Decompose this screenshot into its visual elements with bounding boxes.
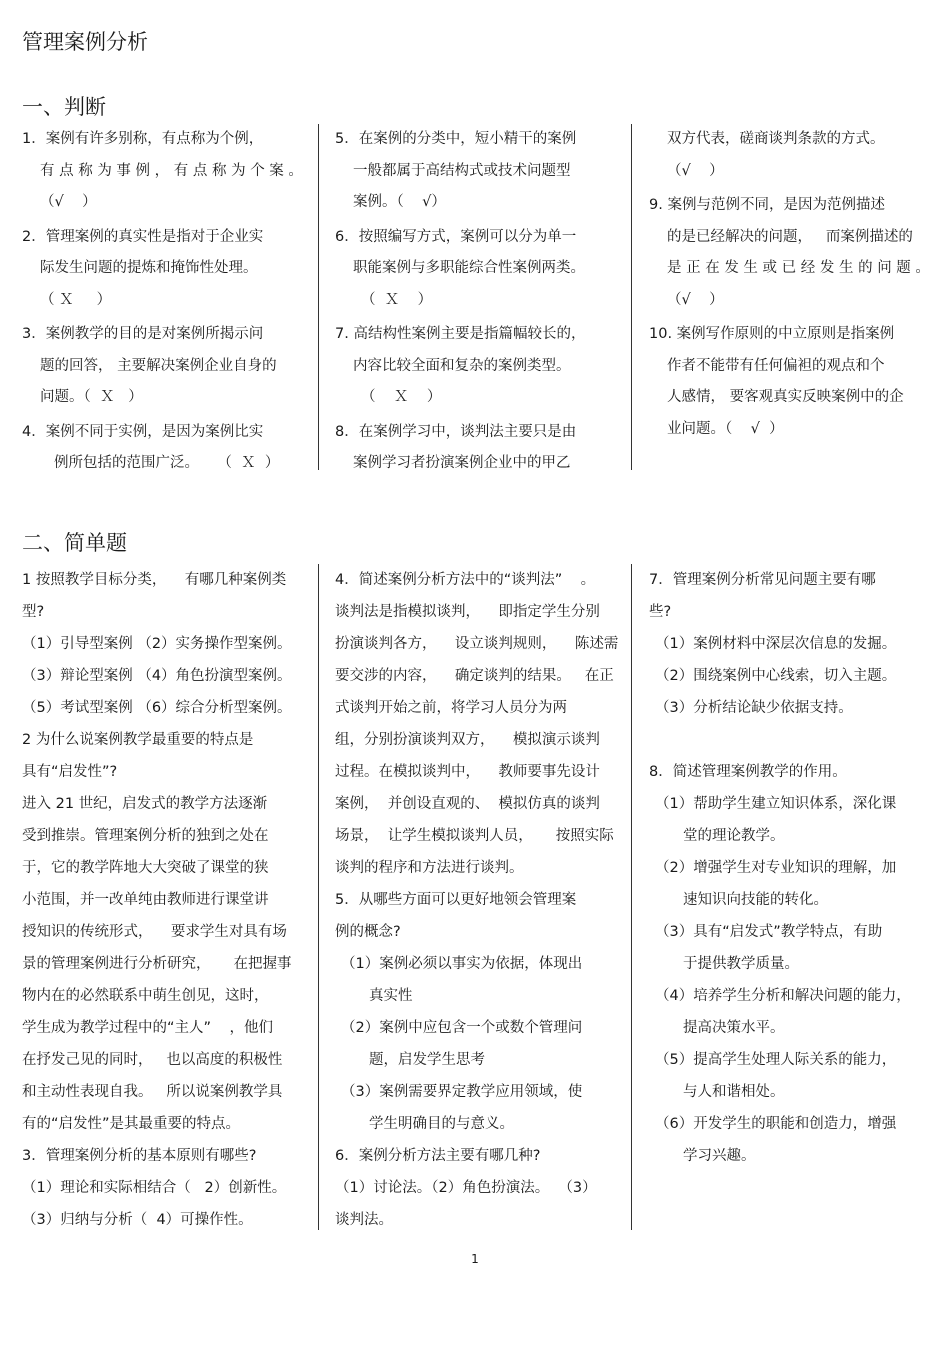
- column-divider: [631, 124, 632, 470]
- text-line: 3．案例教学的目的是对案例所揭示问: [22, 326, 264, 342]
- text-line: 3．管理案例分析的基本原则有哪些?: [22, 1148, 257, 1164]
- text-line: 与人和谐相处。: [683, 1084, 785, 1100]
- text-line: 些?: [649, 604, 672, 620]
- text-line: 是 正 在 发 生 或 已 经 发 生 的 问 题 。: [667, 260, 930, 276]
- text-line: 受到推崇。管理案例分析的独到之处在: [22, 828, 269, 844]
- text-line: 扮演谈判各方， 设立谈判规则， 陈述需: [335, 636, 619, 652]
- short-answer-column-1: [22, 564, 312, 1236]
- text-line: （1）引导型案例 （2）实务操作型案例。: [22, 636, 292, 652]
- section-heading-short-answer: 二、简单题: [22, 531, 127, 555]
- text-line: 学生明确目的与意义。: [369, 1116, 514, 1132]
- section-heading-judgment: 一、判断: [22, 95, 106, 119]
- text-line: 具有“启发性”?: [22, 764, 118, 780]
- text-line: 人感情， 要客观真实反映案例中的企: [667, 389, 904, 405]
- text-line: 7. 高结构性案例主要是指篇幅较长的，: [335, 326, 586, 342]
- text-line: 要交涉的内容， 确定谈判的结果。 在正: [335, 668, 614, 684]
- text-line: （6）开发学生的职能和创造力，增强: [655, 1116, 897, 1132]
- text-line: 场景， 让学生模拟谈判人员， 按照实际: [335, 828, 614, 844]
- text-line: （√ ）: [40, 194, 97, 210]
- text-line: （3）案例需要界定教学应用领域，使: [341, 1084, 583, 1100]
- text-line: 5．从哪些方面可以更好地领会管理案: [335, 892, 577, 908]
- column-divider: [631, 564, 632, 1230]
- text-line: 双方代表，磋商谈判条款的方式。: [667, 131, 885, 147]
- text-line: 问题。（ Ｘ ）: [40, 389, 143, 405]
- text-line: 提高决策水平。: [683, 1020, 785, 1036]
- text-line: 过程。在模拟谈判中， 教师要事先设计: [335, 764, 600, 780]
- text-line: 真实性: [369, 988, 413, 1004]
- text-line: 谈判法是指模拟谈判， 即指定学生分别: [335, 604, 600, 620]
- text-line: （2）案例中应包含一个或数个管理问: [341, 1020, 583, 1036]
- text-line: 谈判法。: [335, 1212, 393, 1228]
- judgment-column-3: [649, 124, 939, 445]
- text-line: 2 为什么说案例教学最重要的特点是: [22, 732, 254, 748]
- text-line: （1）案例必须以事实为依据，体现出: [341, 956, 583, 972]
- judgment-column-1: [22, 124, 310, 480]
- text-line: 4．案例不同于实例，是因为案例比实: [22, 423, 264, 440]
- text-line: 在抒发己见的同时， 也以高度的积极性: [22, 1052, 283, 1068]
- text-line: 于，它的教学阵地大大突破了课堂的狭: [22, 860, 269, 876]
- text-line: （2）增强学生对专业知识的理解，加: [655, 860, 897, 876]
- text-line: 7．管理案例分析常见问题主要有哪: [649, 572, 876, 588]
- text-line: （5）提高学生处理人际关系的能力，: [655, 1052, 897, 1068]
- text-line: 学习兴趣。: [683, 1148, 756, 1164]
- text-line: 案例学习者扮演案例企业中的甲乙: [353, 455, 571, 471]
- page-number: 1: [471, 1252, 479, 1266]
- text-line: （ Ｘ ）: [40, 291, 112, 308]
- text-line: （1）案例材料中深层次信息的发掘。: [655, 636, 897, 652]
- text-line: 景的管理案例进行分析研究， 在把握事: [22, 956, 292, 972]
- text-line: 有的“启发性”是其最重要的特点。: [22, 1116, 241, 1132]
- text-line: 例的概念?: [335, 924, 401, 940]
- column-divider: [318, 124, 319, 470]
- text-line: （3）辩论型案例 （4）角色扮演型案例。: [22, 668, 292, 684]
- text-line: 题的回答， 主要解决案例企业自身的: [40, 357, 277, 374]
- text-line: （3）具有“启发式”教学特点，有助: [655, 924, 883, 940]
- text-line: 学生成为教学过程中的“主人” ，他们: [22, 1020, 273, 1036]
- text-line: 有 点 称 为 事 例 ， 有 点 称 为 个 案 。: [40, 162, 303, 179]
- text-line: 速知识向技能的转化。: [683, 892, 828, 908]
- text-line: 例所包括的范围广泛。 （ Ｘ ）: [54, 455, 280, 471]
- text-line: （1）帮助学生建立知识体系，深化课: [655, 796, 897, 812]
- text-line: 案例。（ √）: [353, 194, 446, 210]
- text-line: 题，启发学生思考: [369, 1052, 485, 1068]
- text-line: （4）培养学生分析和解决问题的能力，: [655, 988, 911, 1004]
- text-line: 1．案例有许多别称，有点称为个例，: [22, 131, 264, 147]
- text-line: 际发生问题的提炼和掩饰性处理。: [40, 260, 258, 276]
- text-line: 职能案例与多职能综合性案例两类。: [353, 260, 585, 276]
- text-line: 和主动性表现自我。 所以说案例教学具: [22, 1084, 283, 1100]
- text-line: 2．管理案例的真实性是指对于企业实: [22, 228, 264, 245]
- text-line: 型?: [22, 604, 45, 620]
- text-line: 案例， 并创设直观的、 模拟仿真的谈判: [335, 796, 600, 812]
- text-line: 业问题。（ √ ）: [667, 420, 784, 437]
- judgment-column-2: [335, 124, 623, 480]
- text-line: [649, 724, 939, 756]
- text-line: 10. 案例写作原则的中立原则是指案例: [649, 326, 895, 342]
- text-line: 9. 案例与范例不同，是因为范例描述: [649, 197, 885, 213]
- text-line: 授知识的传统形式， 要求学生对具有场: [22, 924, 287, 940]
- text-line: 一般都属于高结构式或技术问题型: [353, 162, 571, 179]
- text-line: （√ ）: [667, 291, 724, 308]
- text-line: 进入 21 世纪，启发式的教学方法逐渐: [22, 796, 268, 812]
- text-line: 内容比较全面和复杂的案例类型。: [353, 357, 571, 374]
- text-line: 8．简述管理案例教学的作用。: [649, 764, 847, 780]
- text-line: （3）分析结论缺少依据支持。: [655, 700, 853, 716]
- text-line: （1）讨论法。（2）角色扮演法。 （3）: [335, 1180, 597, 1196]
- text-line: 8．在案例学习中，谈判法主要只是由: [335, 423, 577, 440]
- text-line: （5）考试型案例 （6）综合分析型案例。: [22, 700, 292, 716]
- text-line: 堂的理论教学。: [683, 828, 785, 844]
- text-line: 5．在案例的分类中，短小精干的案例: [335, 131, 577, 147]
- column-divider: [318, 564, 319, 1230]
- text-line: 谈判的程序和方法进行谈判。: [335, 860, 524, 876]
- text-line: 6．按照编写方式，案例可以分为单一: [335, 228, 577, 245]
- text-line: 的是已经解决的问题， 而案例描述的: [667, 228, 913, 245]
- text-line: （3）归纳与分析（ 4）可操作性。: [22, 1212, 253, 1228]
- text-line: （ Ｘ ）: [361, 291, 433, 308]
- text-line: （1）理论和实际相结合（ 2）创新性。: [22, 1180, 287, 1196]
- text-line: （ Ｘ ）: [361, 389, 442, 405]
- text-line: 于提供教学质量。: [683, 956, 799, 972]
- text-line: 作者不能带有任何偏袒的观点和个: [667, 357, 885, 374]
- text-line: （√ ）: [667, 162, 724, 179]
- text-line: （2）围绕案例中心线索，切入主题。: [655, 668, 897, 684]
- text-line: 1 按照教学目标分类， 有哪几种案例类: [22, 572, 287, 588]
- text-line: 4．简述案例分析方法中的“谈判法” 。: [335, 572, 596, 588]
- short-answer-column-2: [335, 564, 625, 1236]
- short-answer-column-3: [649, 564, 939, 1172]
- text-line: 组，分别扮演谈判双方， 模拟演示谈判: [335, 732, 600, 748]
- text-line: 6．案例分析方法主要有哪几种?: [335, 1148, 541, 1164]
- text-line: 小范围，并一改单纯由教师进行课堂讲: [22, 892, 269, 908]
- page-title: 管理案例分析: [22, 30, 148, 54]
- text-line: 式谈判开始之前，将学习人员分为两: [335, 700, 567, 716]
- text-line: 物内在的必然联系中萌生创见，这时，: [22, 988, 269, 1004]
